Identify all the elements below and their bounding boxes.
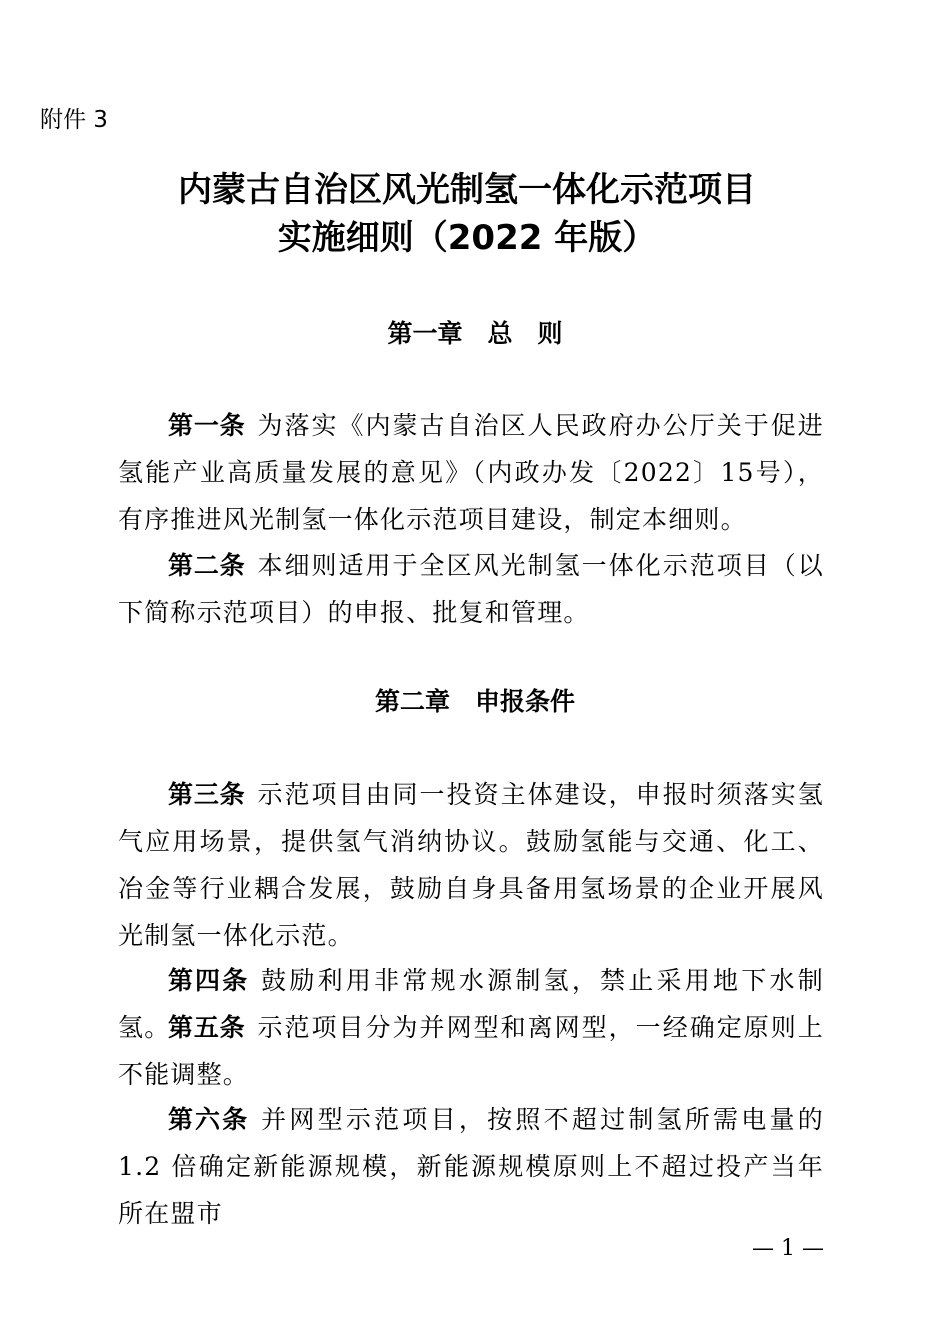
article-4-label: 第四条 — [168, 966, 250, 995]
chapter-heading-1: 第一章 总 则 — [387, 319, 563, 348]
document-title-line-1: 内蒙古自治区风光制氢一体化示范项目 — [178, 170, 756, 210]
document-title-line-2: 实施细则（2022 年版） — [277, 218, 657, 258]
article-1-label: 第一条 — [168, 411, 246, 440]
article-1-text: 为落实《内蒙古自治区人民政府办公厅关于促进氢能产业高质量发展的意见》（内政办发〔2022〕15号），有序推进风光制氢一体化示范项目建设，制定本细则。 — [118, 411, 824, 534]
article-5-label: 第五条 — [168, 1013, 246, 1042]
article-3-label: 第三条 — [168, 780, 246, 809]
article-1 — [118, 402, 824, 543]
article-3-text: 示范项目由同一投资主体建设，申报时须落实氢气应用场景，提供氢气消纳协议。鼓励氢能与交通、化工、冶金等行业耦合发展，鼓励自身具备用氢场景的企业开展风光制氢一体化示范。 — [118, 780, 824, 950]
article-4-text: 鼓励利用非常规水源制氢，禁止采用地下水制氢。 — [118, 966, 824, 1042]
article-2-label: 第二条 — [168, 551, 246, 580]
article-6 — [118, 1096, 824, 1237]
page-number — [0, 1234, 950, 1264]
article-6-text: 并网型示范项目，按照不超过制氢所需电量的 1.2 倍确定新能源规模，新能源规模原则上不超过投产当年所在盟市 — [118, 1105, 824, 1228]
article-2-text: 本细则适用于全区风光制氢一体化示范项目（以下简称示范项目）的申报、批复和管理。 — [118, 551, 824, 627]
page-number-text: — 1 — — [752, 1236, 824, 1261]
article-5-text: 示范项目分为并网型和离网型，一经确定原则上不能调整。 — [118, 1013, 824, 1089]
article-3 — [118, 771, 824, 959]
article-6-label: 第六条 — [168, 1105, 250, 1134]
chapter-heading-2: 第二章 申报条件 — [374, 687, 575, 716]
article-5 — [118, 1004, 824, 1098]
article-2 — [118, 542, 824, 636]
attachment-label: 附件 3 — [40, 107, 108, 133]
